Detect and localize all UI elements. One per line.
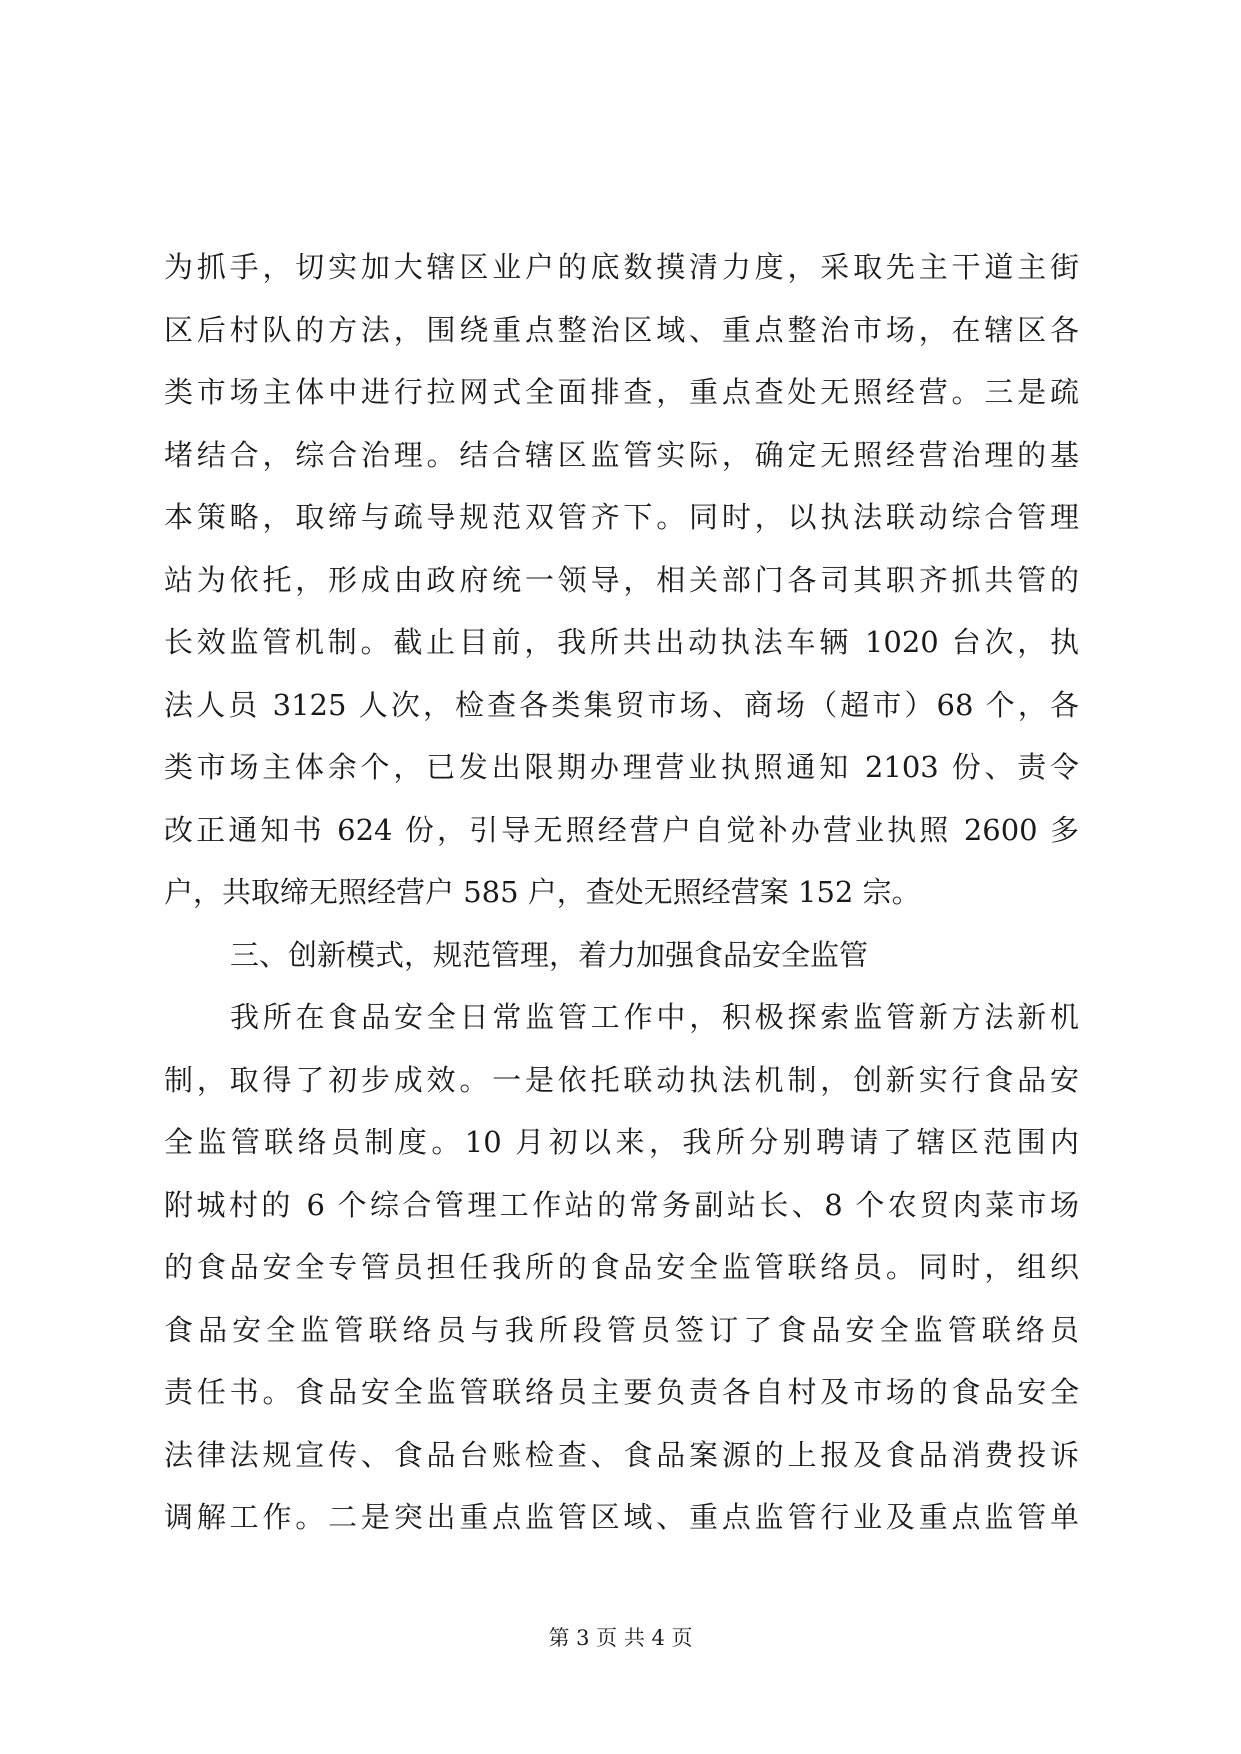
page-footer: 第 3 页 共 4 页 [548,1626,693,1650]
text-line: 户，共取缔无照经营户 585 户，查处无照经营案 152 宗。 [164,875,921,909]
text-line: 堵结合，综合治理。结合辖区监管实际，确定无照经营治理的基 [164,437,1079,472]
text-line: 法人员 3125 人次，检查各类集贸市场、商场（超市）68 个，各 [164,687,1079,722]
text-line: 本策略，取缔与疏导规范双管齐下。同时，以执法联动综合管理 [164,500,1079,534]
text-line: 责任书。食品安全监管联络员主要负责各自村及市场的食品安全 [164,1375,1079,1409]
text-line: 我所在食品安全日常监管工作中，积极探索监管新方法新机 [230,1000,1079,1034]
text-line: 长效监管机制。截止目前，我所共出动执法车辆 1020 台次，执 [164,625,1079,659]
text-line: 的食品安全专管员担任我所的食品安全监管联络员。同时，组织 [164,1250,1079,1284]
text-line: 改正通知书 624 份，引导无照经营户自觉补办营业执照 2600 多 [164,812,1079,847]
text-line: 区后村队的方法，围绕重点整治区域、重点整治市场，在辖区各 [164,312,1079,347]
text-line: 附城村的 6 个综合管理工作站的常务副站长、8 个农贸肉菜市场 [164,1187,1079,1222]
text-line: 制，取得了初步成效。一是依托联动执法机制，创新实行食品安 [164,1062,1079,1097]
text-line: 站为依托，形成由政府统一领导，相关部门各司其职齐抓共管的 [164,562,1079,597]
text-line: 法律法规宣传、食品台账检查、食品案源的上报及食品消费投诉 [164,1437,1079,1472]
text-line: 食品安全监管联络员与我所段管员签订了食品安全监管联络员 [164,1312,1079,1347]
section-heading: 三、创新模式，规范管理，着力加强食品安全监管 [230,937,869,972]
text-line: 全监管联络员制度。10 月初以来，我所分别聘请了辖区范围内 [164,1125,1079,1159]
body-text [164,236,1079,1549]
text-line: 类市场主体中进行拉网式全面排查，重点查处无照经营。三是疏 [164,375,1079,409]
text-line: 为抓手，切实加大辖区业户的底数摸清力度，采取先主干道主街 [164,250,1079,284]
text-line: 调解工作。二是突出重点监管区域、重点监管行业及重点监管单 [164,1500,1079,1534]
text-line: 类市场主体余个，已发出限期办理营业执照通知 2103 份、责令 [164,750,1079,784]
